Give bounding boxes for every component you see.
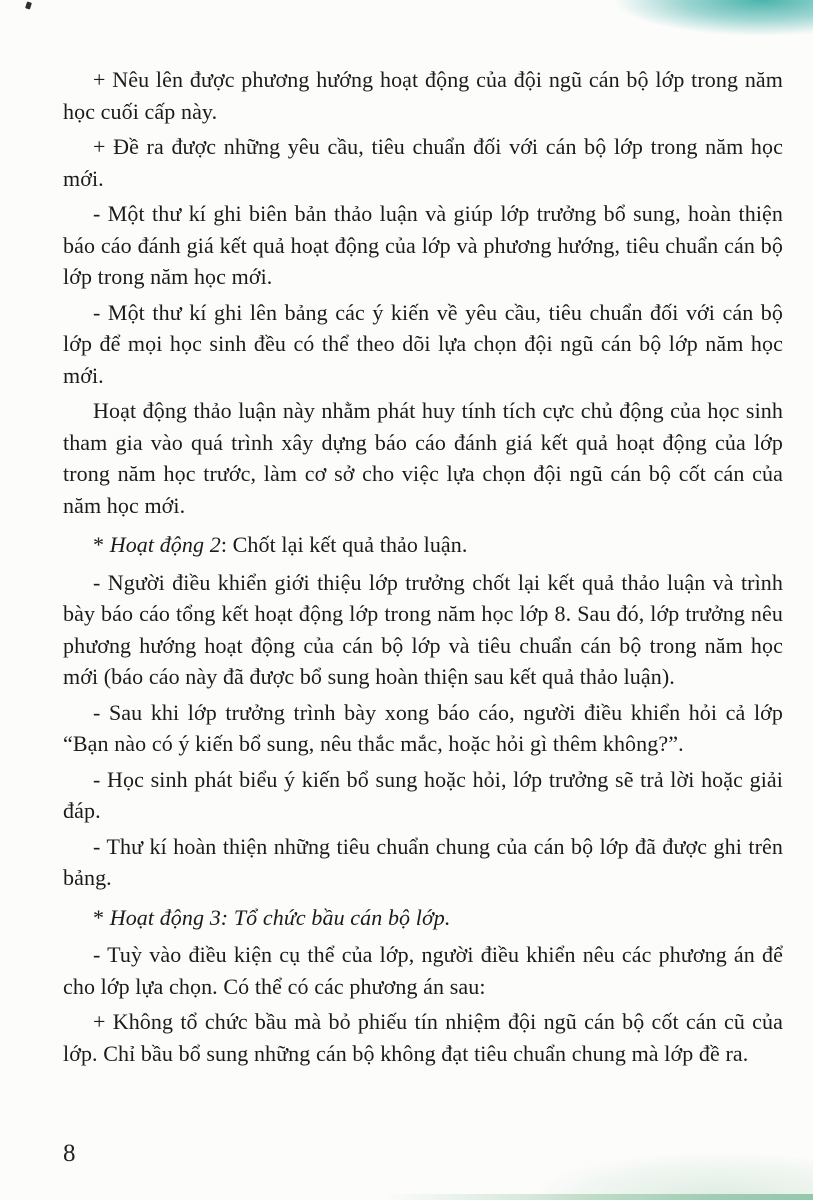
paragraph-goal-2 — [63, 131, 783, 194]
teal-corner-scan-artifact — [583, 0, 813, 42]
green-wash-scan-artifact — [483, 1120, 813, 1200]
paragraph-discussion-purpose — [63, 395, 783, 521]
paragraph-text: + Đề ra được những yêu cầu, tiêu chuẩn đối với cán bộ lớp trong năm học mới. — [63, 134, 783, 191]
paragraph-text: - Sau khi lớp trưởng trình bày xong báo cáo, người điều khiển hỏi cả lớp “Bạn nào có ý kiến bổ sung, nêu thắc mắc, hoặc hỏi gì thêm không?”. — [63, 699, 783, 756]
paragraph-text: - Người điều khiển giới thiệu lớp trưởng chốt lại kết quả thảo luận và trình bày báo cáo tổng kết hoạt động lớp trong năm học lớp 8. Sau đó, lớp trưởng nêu phương hướng hoạt động của cán bộ lớp và tiêu chuẩn cán bộ trong năm học mới (báo cáo này đã được bổ sung hoàn thiện sau kết quả thảo luận). — [63, 569, 783, 689]
paragraph-election-options — [63, 939, 783, 1002]
paragraph-text: + Nêu lên được phương hướng hoạt động của đội ngũ cán bộ lớp trong năm học cuối cấp này. — [63, 67, 783, 124]
paragraph-text: - Tuỳ vào điều kiện cụ thể của lớp, người điều khiển nêu các phương án để cho lớp lựa chọn. Có thể có các phương án sau: — [63, 942, 783, 999]
paragraph-text: Hoạt động thảo luận này nhằm phát huy tính tích cực chủ động của học sinh tham gia vào quá trình xây dựng báo cáo đánh giá kết quả hoạt động của lớp trong năm học trước, làm cơ sở cho việc lựa chọn đội ngũ cán bộ cốt cán của năm học mới. — [63, 398, 783, 518]
paragraph-text: + Không tổ chức bầu mà bỏ phiếu tín nhiệm đội ngũ cán bộ cốt cán cũ của lớp. Chỉ bầu bổ sung những cán bộ không đạt tiêu chuẩn chung mà lớp đề ra. — [63, 1009, 783, 1066]
paragraph-secretary-board — [63, 297, 783, 392]
heading-activity-2-rest: : Chốt lại kết quả thảo luận. — [220, 532, 468, 557]
heading-activity-3 — [63, 902, 783, 934]
paragraph-option-no-election — [63, 1006, 783, 1069]
ink-speck — [25, 1, 32, 9]
heading-activity-2-title: Hoạt động 2 — [109, 532, 221, 557]
heading-marker: * — [93, 904, 110, 930]
heading-activity-3-title: Hoạt động 3: Tổ chức bầu cán bộ lớp. — [109, 904, 451, 930]
paragraph-goal-1 — [63, 64, 783, 127]
paragraph-text: - Một thư kí ghi lên bảng các ý kiến về yêu cầu, tiêu chuẩn đối với cán bộ lớp để mọi học sinh đều có thể theo dõi lựa chọn đội ngũ cán bộ lớp năm học mới. — [63, 299, 783, 388]
paragraph-students-feedback — [63, 764, 783, 827]
page-content — [63, 64, 783, 1073]
paragraph-text: - Thư kí hoàn thiện những tiêu chuẩn chung của cán bộ lớp đã được ghi trên bảng. — [63, 833, 783, 890]
paragraph-moderator-question — [63, 697, 783, 760]
green-strip-scan-artifact — [383, 1194, 813, 1200]
paragraph-leader-summary — [63, 567, 783, 693]
page-number: 8 — [63, 1140, 76, 1167]
heading-activity-2 — [63, 529, 783, 561]
paragraph-text: - Một thư kí ghi biên bản thảo luận và giúp lớp trưởng bổ sung, hoàn thiện báo cáo đánh giá kết quả hoạt động của lớp và phương hướng, tiêu chuẩn cán bộ lớp trong năm học mới. — [63, 201, 783, 289]
paragraph-secretary-minutes — [63, 198, 783, 293]
paragraph-text: - Học sinh phát biểu ý kiến bổ sung hoặc hỏi, lớp trưởng sẽ trả lời hoặc giải đáp. — [63, 766, 783, 823]
paragraph-secretary-finalize — [63, 831, 783, 894]
heading-marker: * — [93, 532, 110, 557]
